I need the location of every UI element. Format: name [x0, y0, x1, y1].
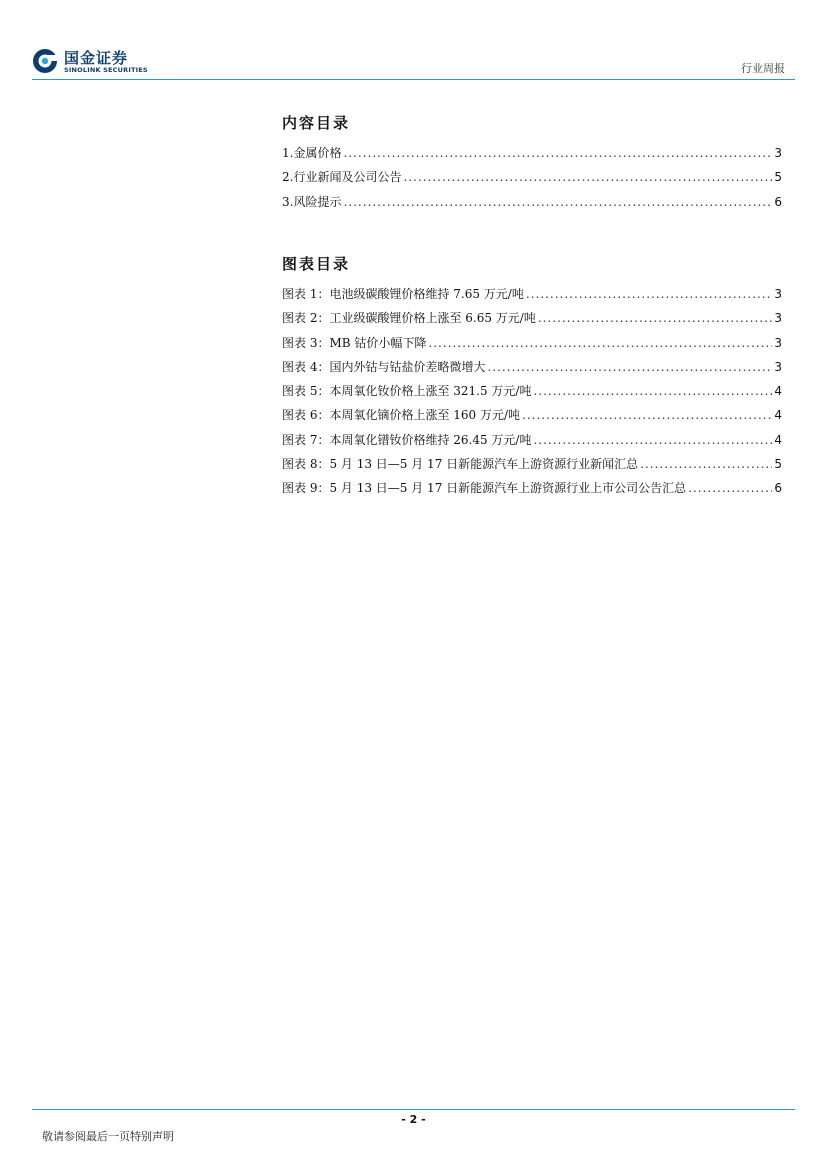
- figure-entry-title: 图表 9：5 月 13 日—5 月 17 日新能源汽车上游资源行业上市公司公告汇总: [282, 481, 687, 496]
- footer-divider: [32, 1109, 795, 1110]
- footer-disclaimer: 敬请参阅最后一页特别声明: [42, 1130, 174, 1143]
- toc-entry-title: 1.金属价格: [282, 146, 342, 160]
- toc-leader-dots: [533, 379, 772, 403]
- figure-entry-title: 图表 4：国内外钴与钴盐价差略微增大: [282, 359, 486, 374]
- toc-leader-dots: [640, 452, 772, 476]
- toc-entry[interactable]: [282, 190, 782, 214]
- toc-entry-title: 3.风险提示: [282, 194, 342, 209]
- contents-toc: [282, 112, 782, 214]
- figure-entry-title: 图表 2：工业级碳酸锂价格上涨至 6.65 万元/吨: [282, 311, 536, 326]
- figure-entry-title: 图表 3：MB 钴价小幅下降: [282, 335, 427, 350]
- toc-entry[interactable]: [282, 165, 782, 189]
- figure-entry[interactable]: [282, 379, 782, 403]
- figures-toc: [282, 253, 782, 501]
- figure-entry[interactable]: [282, 452, 782, 476]
- figure-entry-page: 4: [774, 408, 782, 423]
- toc-leader-dots: [487, 355, 772, 379]
- figure-entry[interactable]: [282, 306, 782, 330]
- figure-entry-page: 4: [774, 384, 782, 399]
- figure-entry-title: 图表 8：5 月 13 日—5 月 17 日新能源汽车上游资源行业新闻汇总: [282, 457, 639, 472]
- logo-english-name: SINOLINK SECURITIES: [64, 66, 148, 74]
- toc-leader-dots: [343, 141, 772, 165]
- figure-entry[interactable]: [282, 403, 782, 427]
- figure-entry-page: 3: [774, 311, 782, 326]
- toc-entry-page: 6: [774, 194, 782, 209]
- toc-leader-dots: [526, 282, 773, 306]
- page-header: [0, 0, 827, 82]
- figure-entry[interactable]: [282, 331, 782, 355]
- figure-entry[interactable]: [282, 355, 782, 379]
- figure-entry-page: 3: [774, 335, 782, 350]
- toc-leader-dots: [533, 428, 772, 452]
- figure-entry-page: 4: [774, 432, 782, 447]
- figure-entry-page: 6: [774, 481, 782, 496]
- toc-leader-dots: [403, 165, 772, 189]
- logo-chinese-name: 国金证券: [64, 49, 129, 67]
- figure-entry[interactable]: [282, 476, 782, 500]
- toc-entry-page: 3: [774, 146, 782, 160]
- figures-heading: 图表目录: [282, 255, 351, 273]
- company-logo: [32, 46, 162, 76]
- sinolink-logo-icon: [32, 48, 58, 74]
- report-type-label: 行业周报: [741, 62, 785, 75]
- figure-entry-title: 图表 1：电池级碳酸锂价格维持 7.65 万元/吨: [282, 287, 524, 301]
- figure-entry-title: 图表 5：本周氧化钕价格上涨至 321.5 万元/吨: [282, 384, 532, 399]
- page-number: - 2 -: [401, 1113, 426, 1126]
- figure-entry-page: 3: [774, 359, 782, 374]
- toc-leader-dots: [522, 403, 772, 427]
- toc-entry[interactable]: [282, 141, 782, 165]
- toc-leader-dots: [428, 331, 772, 355]
- figure-entry-title: 图表 7：本周氧化镨钕价格维持 26.45 万元/吨: [282, 432, 532, 447]
- figure-entry[interactable]: [282, 282, 782, 306]
- figure-entry-title: 图表 6：本周氧化镝价格上涨至 160 万元/吨: [282, 408, 521, 423]
- toc-leader-dots: [343, 190, 772, 214]
- figure-entry[interactable]: [282, 428, 782, 452]
- contents-heading: 内容目录: [282, 114, 351, 132]
- toc-leader-dots: [538, 306, 773, 330]
- toc-entry-title: 2.行业新闻及公司公告: [282, 170, 402, 185]
- toc-entry-page: 5: [774, 170, 782, 185]
- figure-entry-page: 3: [774, 287, 782, 301]
- figure-entry-page: 5: [774, 457, 782, 472]
- toc-leader-dots: [688, 476, 772, 500]
- header-divider: [32, 79, 795, 80]
